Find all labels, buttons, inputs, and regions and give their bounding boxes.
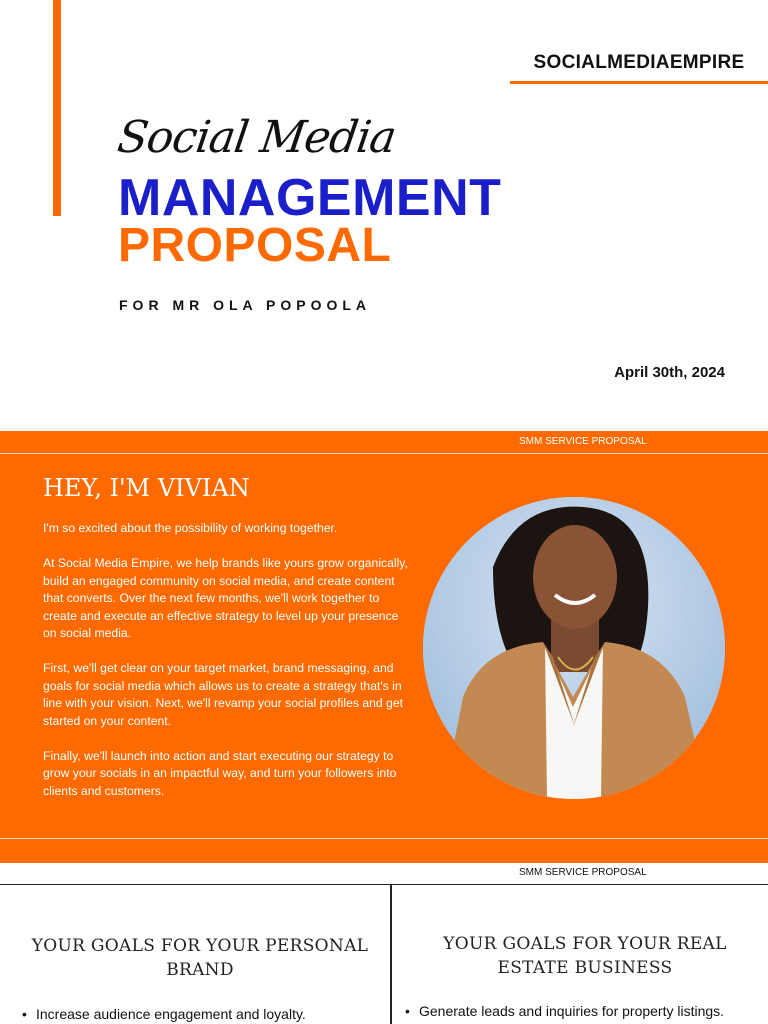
divider	[0, 884, 768, 885]
brand-name: SOCIALMEDIAEMPIRE	[533, 52, 745, 73]
proposal-date: April 30th, 2024	[614, 364, 725, 381]
profile-photo	[423, 497, 725, 799]
business-goals-title: YOUR GOALS FOR YOUR REAL ESTATE BUSINESS	[443, 934, 727, 978]
intro-paragraph: First, we'll get clear on your target market, brand messaging, and goals for social media which allows us to create a strategy that's in line with your vision. Next, we'll revamp your social profiles and get started on your content.	[43, 661, 403, 728]
section-label: SMM SERVICE PROPOSAL	[519, 436, 647, 447]
title-line-proposal: PROPOSAL	[118, 219, 392, 272]
accent-bar	[53, 0, 61, 216]
list-item: • Generate leads and inquiries for property listings.	[405, 1001, 765, 1021]
intro-paragraph: Finally, we'll launch into action and start executing our strategy to grow your socials in an impactful way, and turn your followers into clients and customers.	[43, 748, 397, 798]
column-divider	[390, 884, 392, 1024]
intro-text	[43, 520, 413, 818]
intro-paragraph: I'm so excited about the possibility of working together.	[43, 521, 338, 535]
personal-goals-title: YOUR GOALS FOR YOUR PERSONAL BRAND	[31, 936, 369, 980]
intro-paragraph: At Social Media Empire, we help brands like yours grow organically, build an engaged community on social media, and create content that converts. Over the next few months, we'll work together to create and execute an effective strategy to level up your presence on social media.	[43, 556, 408, 640]
divider	[0, 453, 768, 454]
brand-underline	[510, 81, 768, 84]
intro-heading: HEY, I'M VIVIAN	[43, 474, 250, 502]
script-title: Social Media	[114, 112, 399, 163]
person-illustration	[423, 497, 725, 799]
list-item: • Increase audience engagement and loyalty.	[22, 1004, 382, 1024]
divider	[0, 838, 768, 839]
section-label: SMM SERVICE PROPOSAL	[519, 867, 647, 878]
recipient-line: FOR MR OLA POPOOLA	[119, 297, 372, 313]
title-line-management: MANAGEMENT	[118, 169, 502, 227]
business-goals-list	[405, 1001, 765, 1021]
personal-goals-list	[22, 1004, 382, 1024]
